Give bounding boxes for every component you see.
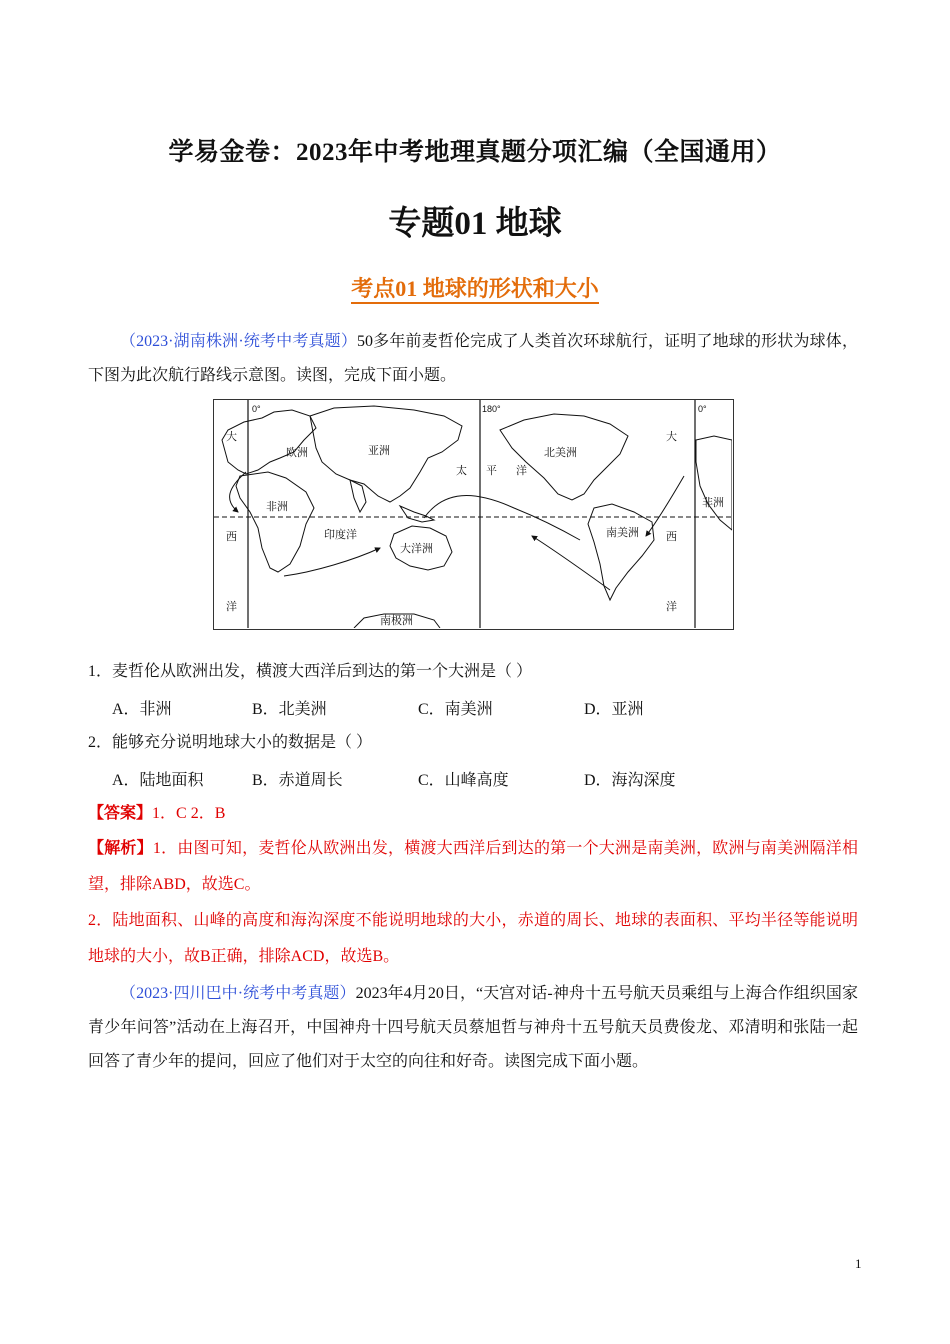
map-label: 南美洲: [606, 527, 639, 539]
question-source: （2023·四川巴中·统考中考真题）: [120, 985, 356, 1002]
route-segment: [646, 476, 684, 536]
route-segment: [424, 496, 580, 540]
option-a[interactable]: A．非洲: [112, 701, 172, 718]
map-label: 非洲: [702, 497, 724, 509]
map-label: 太: [456, 465, 467, 477]
map-label: 洋: [516, 465, 527, 477]
map-label: 大洋洲: [400, 543, 433, 555]
map-label: 平: [486, 465, 497, 477]
islands-shape: [400, 506, 434, 522]
map-label: 北美洲: [544, 447, 577, 459]
map-label: 洋: [226, 601, 237, 613]
map-label: 印度洋: [324, 529, 357, 541]
option-c[interactable]: C．山峰高度: [418, 772, 509, 789]
question-source: （2023·湖南株洲·统考中考真题）: [120, 333, 357, 350]
page-number: 1: [855, 1256, 862, 1271]
map-label: 非洲: [266, 501, 288, 513]
question-1-stem: 1．麦哲伦从欧洲出发，横渡大西洋后到达的第一个大洲是（ ）: [88, 663, 533, 680]
question-stem: 50多年前麦哲伦完成了人类首次环球航行，证明了地球的形状为球体，下图为此次航行路线示意图。读图，完成下面小题。: [88, 333, 858, 384]
answer-label: 【答案】: [88, 805, 153, 822]
map-label: 洋: [666, 601, 677, 613]
answer-line: [88, 802, 868, 826]
topic-title: 专题01 地球: [388, 206, 562, 242]
question-2-options: [0, 767, 950, 791]
analysis-paragraph-2: 2．陆地面积、山峰的高度和海沟深度不能说明地球的大小，赤道的周长、地球的表面积、平均半径等能说明地球的大小，故B正确，排除ACD，故选B。: [88, 912, 858, 965]
analysis-label: 【解析】: [88, 840, 153, 857]
map-label: 南极洲: [380, 615, 413, 627]
lon-label: 180°: [482, 404, 501, 414]
map-label: 西: [666, 531, 677, 543]
south-america-shape: [588, 504, 654, 600]
option-a[interactable]: A．陆地面积: [112, 772, 204, 789]
lon-label: 0°: [252, 404, 261, 414]
map-label: 欧洲: [286, 447, 308, 459]
question-1-options: [0, 696, 950, 720]
lon-label: 0°: [698, 404, 707, 414]
question-intro-2: [88, 977, 858, 1079]
question-intro-1: [88, 325, 858, 393]
map-label: 大: [666, 431, 677, 443]
india-shape: [350, 480, 366, 512]
option-c[interactable]: C．南美洲: [418, 701, 493, 718]
option-d[interactable]: D．海沟深度: [584, 772, 676, 789]
analysis-paragraph-1: [88, 831, 858, 903]
document-title: 学易金卷：2023年中考地理真题分项汇编（全国通用）: [168, 139, 782, 166]
answer-text: 1．C 2．B: [152, 805, 226, 822]
question-stem: 2023年4月20日，“天宫对话-神舟十五号航天员乘组与上海合作组织国家青少年问答”活动在上海召开，中国神舟十四号航天员蔡旭哲与神舟十五号航天员费俊龙、邓清明和张陆一起回答了青少年的提问，回应了他们对于太空的向往和好奇。读图完成下面小题。: [88, 985, 858, 1070]
question-2-stem: 2．能够充分说明地球大小的数据是（ ）: [88, 734, 373, 751]
route-segment: [284, 548, 380, 576]
magellan-route-map: [213, 399, 734, 630]
map-label: 大: [226, 431, 237, 443]
option-d[interactable]: D．亚洲: [584, 701, 644, 718]
map-label: 亚洲: [368, 445, 390, 457]
africa-shape-right: [696, 436, 732, 530]
option-b[interactable]: B．北美洲: [252, 701, 327, 718]
route-segment: [532, 536, 610, 590]
section-heading: [0, 272, 950, 303]
map-label: 西: [226, 531, 237, 543]
option-b[interactable]: B．赤道周长: [252, 772, 343, 789]
section-heading-text: 考点01 地球的形状和大小: [351, 276, 599, 304]
analysis-text-1: 1．由图可知，麦哲伦从欧洲出发，横渡大西洋后到达的第一个大洲是南美洲，欧洲与南美洲隔洋相望，排除ABD，故选C。: [88, 840, 858, 893]
